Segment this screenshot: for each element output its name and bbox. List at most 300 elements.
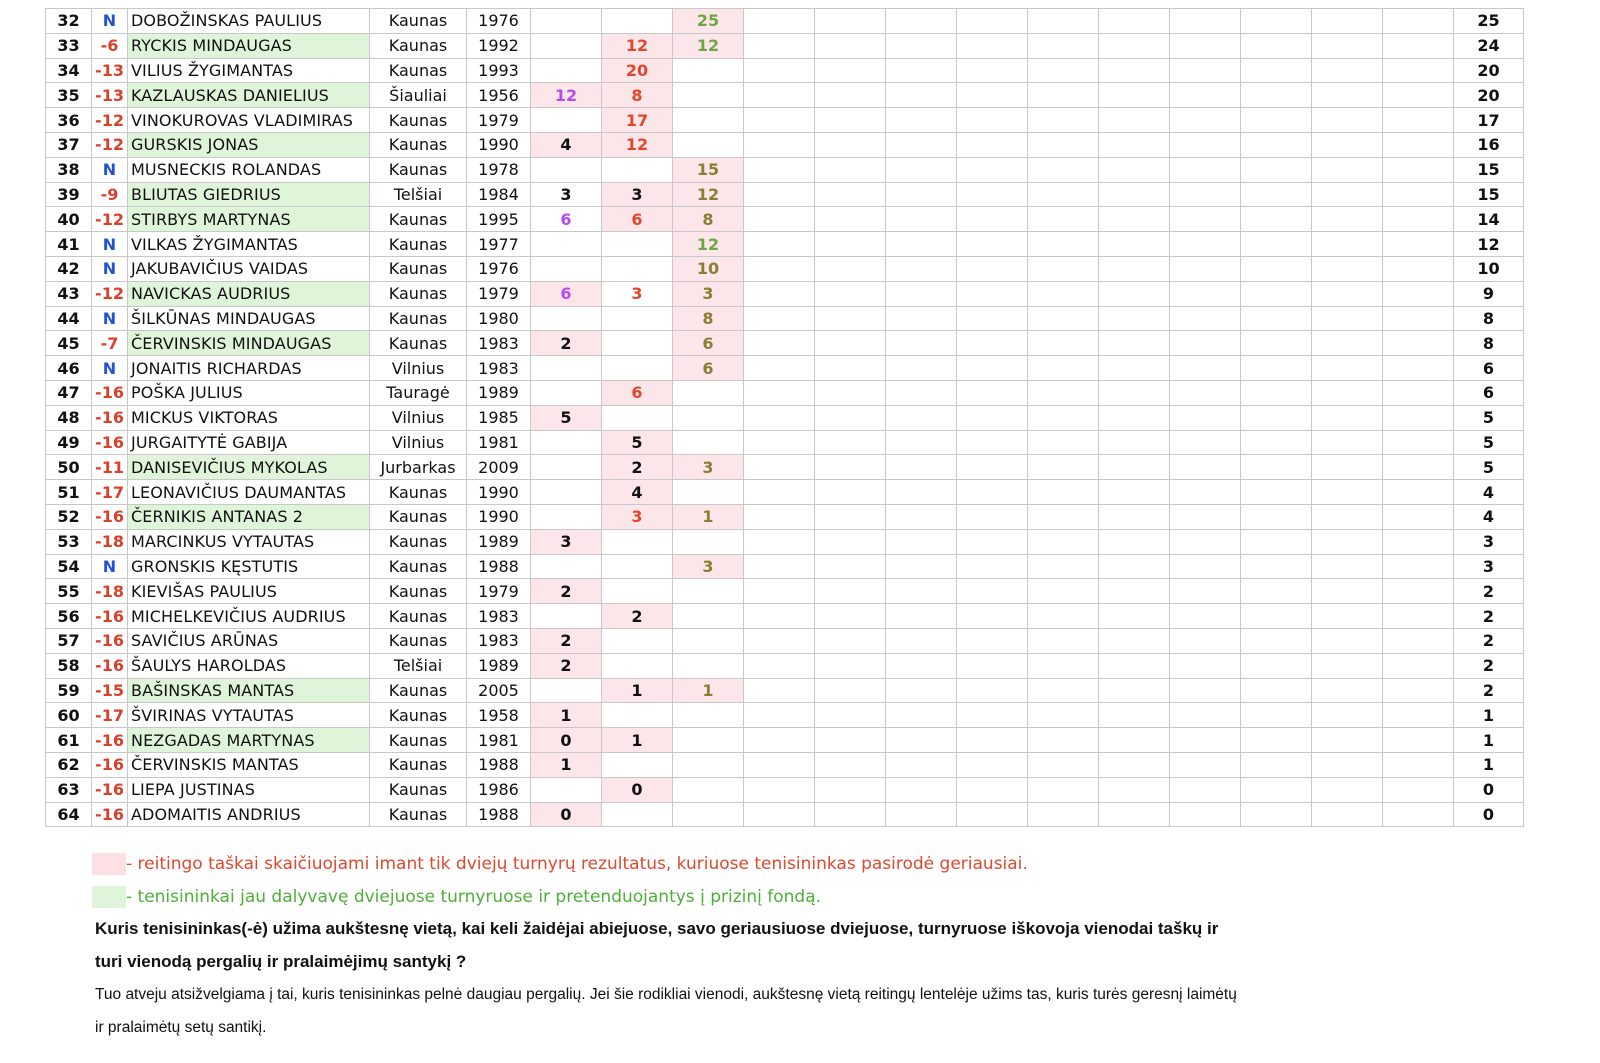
tournament-3-points: 10 xyxy=(673,256,744,281)
tournament-5-points xyxy=(815,232,886,257)
player-name-cell: VILKAS ŽYGIMANTAS xyxy=(128,232,370,257)
city-cell: Kaunas xyxy=(370,777,467,802)
total-points-cell: 9 xyxy=(1454,281,1524,306)
tournament-4-points xyxy=(744,83,815,108)
tournament-8-points xyxy=(1028,529,1099,554)
tournament-5-points xyxy=(815,628,886,653)
tournament-6-points xyxy=(886,703,957,728)
tournament-6-points xyxy=(886,529,957,554)
tournament-5-points xyxy=(815,455,886,480)
tournament-11-points xyxy=(1241,678,1312,703)
tournament-7-points xyxy=(957,232,1028,257)
tournament-11-points xyxy=(1241,108,1312,133)
city-cell: Kaunas xyxy=(370,604,467,629)
tournament-5-points xyxy=(815,157,886,182)
table-row xyxy=(46,529,1524,554)
tournament-7-points xyxy=(957,331,1028,356)
tournament-13-points xyxy=(1383,380,1454,405)
movement-cell: -7 xyxy=(92,331,128,356)
tournament-6-points xyxy=(886,157,957,182)
birth-year-cell: 1983 xyxy=(467,356,531,381)
tournament-12-points xyxy=(1312,108,1383,133)
movement-cell: -13 xyxy=(92,58,128,83)
tournament-7-points xyxy=(957,504,1028,529)
total-points-cell: 0 xyxy=(1454,777,1524,802)
tournament-8-points xyxy=(1028,579,1099,604)
player-name-cell: ČERVINSKIS MANTAS xyxy=(128,752,370,777)
place-cell: 59 xyxy=(46,678,92,703)
tournament-9-points xyxy=(1099,132,1170,157)
tournament-9-points xyxy=(1099,455,1170,480)
tournament-5-points xyxy=(815,306,886,331)
total-points-cell: 24 xyxy=(1454,33,1524,58)
tournament-11-points xyxy=(1241,554,1312,579)
tournament-12-points xyxy=(1312,405,1383,430)
city-cell: Kaunas xyxy=(370,728,467,753)
tournament-9-points xyxy=(1099,380,1170,405)
place-cell: 56 xyxy=(46,604,92,629)
player-name-cell: LIEPA JUSTINAS xyxy=(128,777,370,802)
player-name-cell: DANISEVIČIUS MYKOLAS xyxy=(128,455,370,480)
tournament-6-points xyxy=(886,455,957,480)
tournament-11-points xyxy=(1241,604,1312,629)
tournament-4-points xyxy=(744,480,815,505)
birth-year-cell: 1990 xyxy=(467,504,531,529)
table-row xyxy=(46,480,1524,505)
table-row xyxy=(46,132,1524,157)
tournament-10-points xyxy=(1170,455,1241,480)
tournament-8-points xyxy=(1028,157,1099,182)
tournament-5-points xyxy=(815,579,886,604)
city-cell: Kaunas xyxy=(370,554,467,579)
tournament-6-points xyxy=(886,33,957,58)
tournament-7-points xyxy=(957,529,1028,554)
tournament-4-points xyxy=(744,802,815,827)
tournament-6-points xyxy=(886,207,957,232)
tournament-6-points xyxy=(886,83,957,108)
city-cell: Kaunas xyxy=(370,802,467,827)
tournament-9-points xyxy=(1099,83,1170,108)
city-cell: Kaunas xyxy=(370,256,467,281)
total-points-cell: 2 xyxy=(1454,628,1524,653)
tournament-5-points xyxy=(815,33,886,58)
tournament-3-points: 25 xyxy=(673,9,744,34)
city-cell: Kaunas xyxy=(370,504,467,529)
player-name-cell: ČERNIKIS ANTANAS 2 xyxy=(128,504,370,529)
tournament-8-points xyxy=(1028,678,1099,703)
total-points-cell: 20 xyxy=(1454,58,1524,83)
tournament-6-points xyxy=(886,306,957,331)
tournament-1-points: 6 xyxy=(531,207,602,232)
tournament-6-points xyxy=(886,430,957,455)
tournament-6-points xyxy=(886,604,957,629)
tournament-9-points xyxy=(1099,579,1170,604)
player-name-cell: LEONAVIČIUS DAUMANTAS xyxy=(128,480,370,505)
table-row xyxy=(46,9,1524,34)
tournament-10-points xyxy=(1170,802,1241,827)
tournament-8-points xyxy=(1028,306,1099,331)
movement-cell: N xyxy=(92,554,128,579)
tournament-9-points xyxy=(1099,331,1170,356)
tournament-12-points xyxy=(1312,678,1383,703)
tournament-9-points xyxy=(1099,628,1170,653)
table-row xyxy=(46,802,1524,827)
tournament-6-points xyxy=(886,356,957,381)
faq-answer: Tuo atveju atsižvelgiama į tai, kuris tenisininkas pelnė daugiau pergalių. Jei šie rodikliai vienodi, aukštesnę vietą reitingų lentelėje užims tas, kuris turės geresnį laimėtų ir pralaimėtų setų santikį. xyxy=(95,986,1237,1036)
tournament-1-points xyxy=(531,256,602,281)
tournament-7-points xyxy=(957,405,1028,430)
movement-cell: -16 xyxy=(92,802,128,827)
birth-year-cell: 1986 xyxy=(467,777,531,802)
table-row xyxy=(46,752,1524,777)
player-name-cell: JURGAITYTĖ GABIJA xyxy=(128,430,370,455)
tournament-8-points xyxy=(1028,628,1099,653)
player-name-cell: RYCKIS MINDAUGAS xyxy=(128,33,370,58)
tournament-12-points xyxy=(1312,554,1383,579)
player-name-cell: NEZGADAS MARTYNAS xyxy=(128,728,370,753)
tournament-10-points xyxy=(1170,132,1241,157)
tournament-11-points xyxy=(1241,281,1312,306)
birth-year-cell: 1993 xyxy=(467,58,531,83)
place-cell: 32 xyxy=(46,9,92,34)
city-cell: Kaunas xyxy=(370,232,467,257)
tournament-9-points xyxy=(1099,480,1170,505)
tournament-8-points xyxy=(1028,504,1099,529)
tournament-12-points xyxy=(1312,480,1383,505)
tournament-7-points xyxy=(957,554,1028,579)
tournament-3-points xyxy=(673,132,744,157)
table-row xyxy=(46,157,1524,182)
tournament-10-points xyxy=(1170,331,1241,356)
city-cell: Telšiai xyxy=(370,653,467,678)
tournament-7-points xyxy=(957,157,1028,182)
tournament-4-points xyxy=(744,256,815,281)
tournament-12-points xyxy=(1312,728,1383,753)
table-row xyxy=(46,182,1524,207)
birth-year-cell: 1988 xyxy=(467,802,531,827)
tournament-4-points xyxy=(744,777,815,802)
tournament-5-points xyxy=(815,529,886,554)
place-cell: 38 xyxy=(46,157,92,182)
tournament-4-points xyxy=(744,752,815,777)
tournament-5-points xyxy=(815,554,886,579)
place-cell: 44 xyxy=(46,306,92,331)
city-cell: Kaunas xyxy=(370,480,467,505)
tournament-8-points xyxy=(1028,9,1099,34)
tournament-5-points xyxy=(815,83,886,108)
tournament-9-points xyxy=(1099,281,1170,306)
tournament-10-points xyxy=(1170,480,1241,505)
table-row xyxy=(46,331,1524,356)
tournament-13-points xyxy=(1383,777,1454,802)
tournament-5-points xyxy=(815,430,886,455)
tournament-10-points xyxy=(1170,579,1241,604)
movement-cell: N xyxy=(92,9,128,34)
tournament-13-points xyxy=(1383,9,1454,34)
table-row xyxy=(46,58,1524,83)
tournament-8-points xyxy=(1028,256,1099,281)
tournament-5-points xyxy=(815,802,886,827)
tournament-6-points xyxy=(886,380,957,405)
tournament-7-points xyxy=(957,480,1028,505)
tournament-6-points xyxy=(886,504,957,529)
total-points-cell: 1 xyxy=(1454,703,1524,728)
birth-year-cell: 1988 xyxy=(467,752,531,777)
tournament-1-points: 5 xyxy=(531,405,602,430)
legend-pink-text: - reitingo taškai skaičiuojami imant tik dviejų turnyrų rezultatus, kuriuose tenisininkas pasirodė geriausiai. xyxy=(126,854,1028,874)
tournament-13-points xyxy=(1383,579,1454,604)
place-cell: 50 xyxy=(46,455,92,480)
place-cell: 53 xyxy=(46,529,92,554)
place-cell: 45 xyxy=(46,331,92,356)
tournament-11-points xyxy=(1241,628,1312,653)
tournament-6-points xyxy=(886,281,957,306)
tournament-10-points xyxy=(1170,157,1241,182)
tournament-2-points xyxy=(602,331,673,356)
tournament-2-points: 2 xyxy=(602,455,673,480)
tournament-11-points xyxy=(1241,480,1312,505)
tournament-5-points xyxy=(815,752,886,777)
place-cell: 48 xyxy=(46,405,92,430)
movement-cell: -12 xyxy=(92,108,128,133)
movement-cell: N xyxy=(92,306,128,331)
tournament-4-points xyxy=(744,331,815,356)
tournament-2-points: 1 xyxy=(602,678,673,703)
player-name-cell: ŠAULYS HAROLDAS xyxy=(128,653,370,678)
place-cell: 47 xyxy=(46,380,92,405)
tournament-9-points xyxy=(1099,752,1170,777)
total-points-cell: 3 xyxy=(1454,554,1524,579)
tournament-2-points: 12 xyxy=(602,33,673,58)
tournament-5-points xyxy=(815,380,886,405)
tournament-6-points xyxy=(886,628,957,653)
table-row xyxy=(46,356,1524,381)
place-cell: 41 xyxy=(46,232,92,257)
tournament-7-points xyxy=(957,33,1028,58)
player-name-cell: JONAITIS RICHARDAS xyxy=(128,356,370,381)
tournament-13-points xyxy=(1383,58,1454,83)
tournament-3-points xyxy=(673,579,744,604)
tournament-6-points xyxy=(886,554,957,579)
player-name-cell: ŠVIRINAS VYTAUTAS xyxy=(128,703,370,728)
table-row xyxy=(46,628,1524,653)
tournament-6-points xyxy=(886,108,957,133)
tournament-7-points xyxy=(957,356,1028,381)
tournament-10-points xyxy=(1170,232,1241,257)
tournament-12-points xyxy=(1312,504,1383,529)
city-cell: Kaunas xyxy=(370,529,467,554)
tournament-13-points xyxy=(1383,232,1454,257)
tournament-11-points xyxy=(1241,405,1312,430)
tournament-3-points xyxy=(673,430,744,455)
tournament-2-points xyxy=(602,802,673,827)
tournament-9-points xyxy=(1099,207,1170,232)
player-name-cell: STIRBYS MARTYNAS xyxy=(128,207,370,232)
city-cell: Kaunas xyxy=(370,703,467,728)
tournament-2-points xyxy=(602,405,673,430)
tournament-13-points xyxy=(1383,306,1454,331)
total-points-cell: 0 xyxy=(1454,802,1524,827)
place-cell: 63 xyxy=(46,777,92,802)
player-name-cell: ŠILKŪNAS MINDAUGAS xyxy=(128,306,370,331)
tournament-11-points xyxy=(1241,728,1312,753)
tournament-10-points xyxy=(1170,83,1241,108)
city-cell: Jurbarkas xyxy=(370,455,467,480)
tournament-9-points xyxy=(1099,653,1170,678)
place-cell: 52 xyxy=(46,504,92,529)
tournament-10-points xyxy=(1170,653,1241,678)
birth-year-cell: 1983 xyxy=(467,628,531,653)
tournament-12-points xyxy=(1312,232,1383,257)
tournament-6-points xyxy=(886,802,957,827)
tournament-11-points xyxy=(1241,703,1312,728)
tournament-4-points xyxy=(744,628,815,653)
tournament-8-points xyxy=(1028,554,1099,579)
tournament-8-points xyxy=(1028,752,1099,777)
tournament-3-points xyxy=(673,108,744,133)
tournament-13-points xyxy=(1383,157,1454,182)
tournament-2-points xyxy=(602,157,673,182)
tournament-4-points xyxy=(744,207,815,232)
tournament-12-points xyxy=(1312,9,1383,34)
table-row xyxy=(46,380,1524,405)
tournament-4-points xyxy=(744,579,815,604)
table-row xyxy=(46,306,1524,331)
tournament-2-points xyxy=(602,256,673,281)
tournament-12-points xyxy=(1312,529,1383,554)
tournament-8-points xyxy=(1028,480,1099,505)
city-cell: Kaunas xyxy=(370,752,467,777)
tournament-2-points: 4 xyxy=(602,480,673,505)
tournament-9-points xyxy=(1099,232,1170,257)
tournament-4-points xyxy=(744,504,815,529)
city-cell: Kaunas xyxy=(370,9,467,34)
tournament-5-points xyxy=(815,256,886,281)
tournament-10-points xyxy=(1170,628,1241,653)
tournament-13-points xyxy=(1383,331,1454,356)
tournament-9-points xyxy=(1099,728,1170,753)
city-cell: Telšiai xyxy=(370,182,467,207)
tournament-7-points xyxy=(957,455,1028,480)
tournament-4-points xyxy=(744,232,815,257)
place-cell: 54 xyxy=(46,554,92,579)
city-cell: Kaunas xyxy=(370,58,467,83)
tournament-2-points xyxy=(602,752,673,777)
movement-cell: N xyxy=(92,356,128,381)
tournament-1-points xyxy=(531,430,602,455)
tournament-12-points xyxy=(1312,83,1383,108)
city-cell: Kaunas xyxy=(370,628,467,653)
tournament-8-points xyxy=(1028,108,1099,133)
birth-year-cell: 2005 xyxy=(467,678,531,703)
tournament-4-points xyxy=(744,529,815,554)
tournament-4-points xyxy=(744,405,815,430)
tournament-12-points xyxy=(1312,703,1383,728)
movement-cell: -16 xyxy=(92,430,128,455)
player-name-cell: NAVICKAS AUDRIUS xyxy=(128,281,370,306)
movement-cell: -18 xyxy=(92,529,128,554)
tournament-4-points xyxy=(744,455,815,480)
place-cell: 61 xyxy=(46,728,92,753)
tournament-3-points xyxy=(673,529,744,554)
tournament-2-points xyxy=(602,703,673,728)
tournament-11-points xyxy=(1241,157,1312,182)
tournament-6-points xyxy=(886,579,957,604)
tournament-5-points xyxy=(815,604,886,629)
table-row xyxy=(46,430,1524,455)
tournament-1-points xyxy=(531,232,602,257)
city-cell: Vilnius xyxy=(370,356,467,381)
tournament-5-points xyxy=(815,777,886,802)
tournament-5-points xyxy=(815,480,886,505)
total-points-cell: 16 xyxy=(1454,132,1524,157)
player-name-cell: BLIUTAS GIEDRIUS xyxy=(128,182,370,207)
city-cell: Kaunas xyxy=(370,331,467,356)
tournament-6-points xyxy=(886,232,957,257)
tournament-6-points xyxy=(886,58,957,83)
birth-year-cell: 1980 xyxy=(467,306,531,331)
movement-cell: -12 xyxy=(92,132,128,157)
standings-body xyxy=(46,9,1524,827)
tournament-13-points xyxy=(1383,480,1454,505)
movement-cell: -17 xyxy=(92,703,128,728)
tournament-13-points xyxy=(1383,802,1454,827)
place-cell: 64 xyxy=(46,802,92,827)
tournament-1-points: 12 xyxy=(531,83,602,108)
tournament-9-points xyxy=(1099,9,1170,34)
tournament-1-points xyxy=(531,157,602,182)
player-name-cell: ČERVINSKIS MINDAUGAS xyxy=(128,331,370,356)
tournament-3-points xyxy=(673,405,744,430)
total-points-cell: 6 xyxy=(1454,380,1524,405)
tournament-2-points: 1 xyxy=(602,728,673,753)
table-row xyxy=(46,703,1524,728)
tournament-11-points xyxy=(1241,380,1312,405)
player-name-cell: VINOKUROVAS VLADIMIRAS xyxy=(128,108,370,133)
movement-cell: N xyxy=(92,157,128,182)
table-row xyxy=(46,604,1524,629)
player-name-cell: KIEVIŠAS PAULIUS xyxy=(128,579,370,604)
city-cell: Kaunas xyxy=(370,132,467,157)
tournament-3-points xyxy=(673,802,744,827)
total-points-cell: 15 xyxy=(1454,157,1524,182)
total-points-cell: 8 xyxy=(1454,331,1524,356)
tournament-5-points xyxy=(815,405,886,430)
tournament-7-points xyxy=(957,281,1028,306)
tournament-7-points xyxy=(957,306,1028,331)
place-cell: 55 xyxy=(46,579,92,604)
tournament-7-points xyxy=(957,108,1028,133)
tournament-12-points xyxy=(1312,331,1383,356)
place-cell: 42 xyxy=(46,256,92,281)
tournament-1-points xyxy=(531,9,602,34)
tournament-1-points xyxy=(531,58,602,83)
tournament-13-points xyxy=(1383,554,1454,579)
total-points-cell: 1 xyxy=(1454,728,1524,753)
tournament-9-points xyxy=(1099,802,1170,827)
table-row xyxy=(46,579,1524,604)
tournament-10-points xyxy=(1170,678,1241,703)
tournament-5-points xyxy=(815,132,886,157)
tournament-11-points xyxy=(1241,232,1312,257)
movement-cell: -12 xyxy=(92,207,128,232)
tournament-7-points xyxy=(957,579,1028,604)
tournament-3-points xyxy=(673,58,744,83)
player-name-cell: GRONSKIS KĘSTUTIS xyxy=(128,554,370,579)
total-points-cell: 5 xyxy=(1454,455,1524,480)
city-cell: Kaunas xyxy=(370,306,467,331)
tournament-2-points xyxy=(602,9,673,34)
